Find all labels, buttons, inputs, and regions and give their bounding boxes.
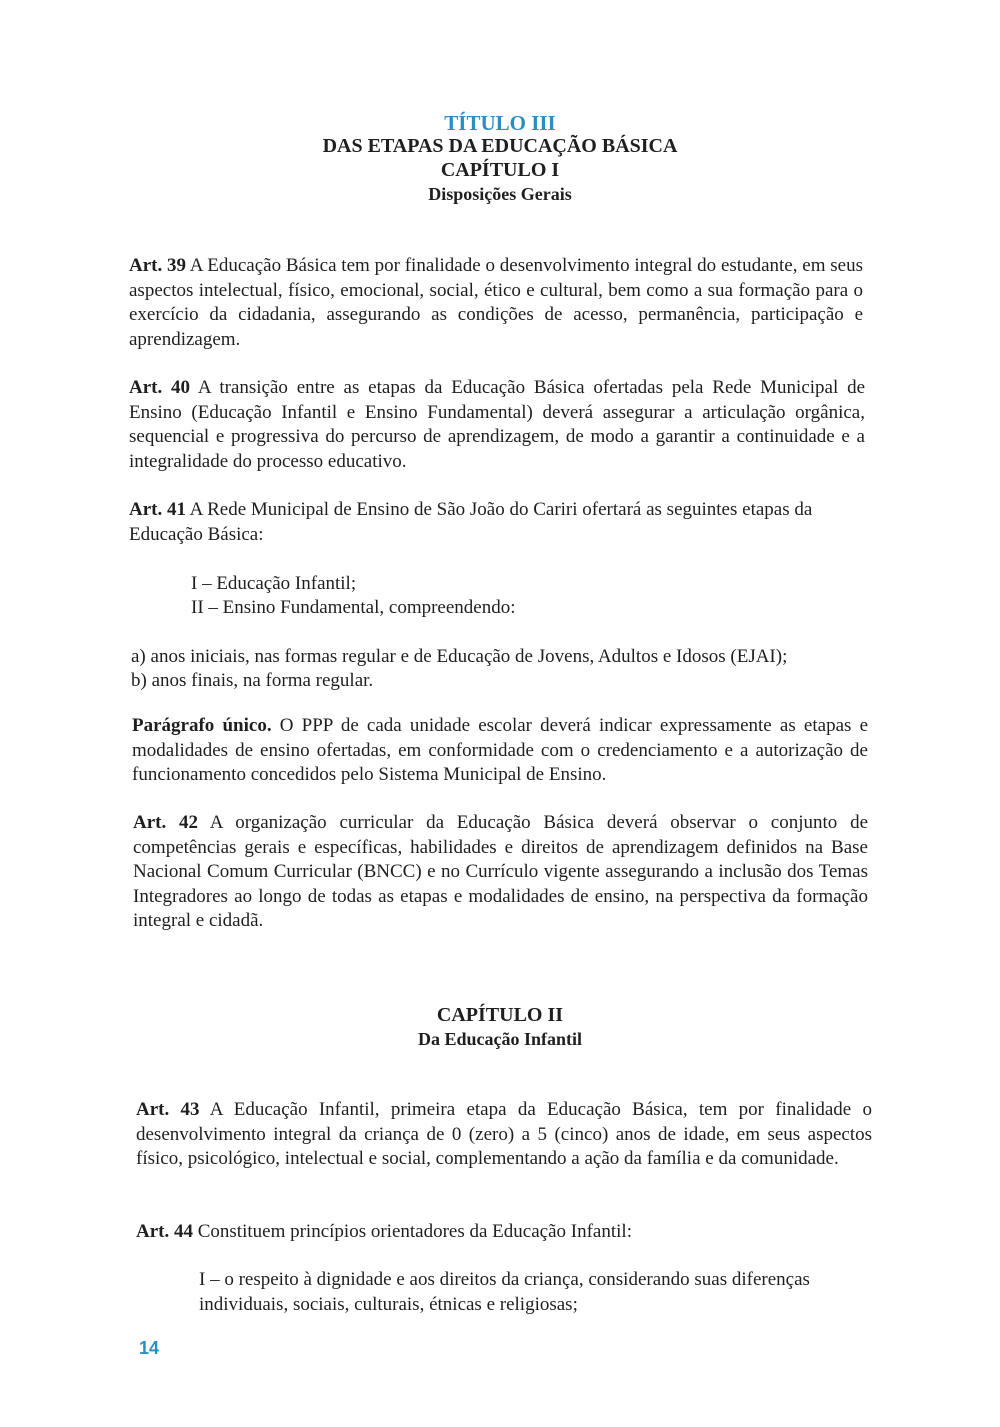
- page-number: 14: [139, 1338, 160, 1358]
- article-44: [136, 1220, 872, 1245]
- article-40-label: Art. 40: [129, 377, 191, 398]
- paragrafo-unico-text: O PPP de cada unidade escolar deverá indicar expressamente as etapas e modalidades de ensino ofertadas, em conformidade com o credenciamento e a autorização de funcionamento concedidos pelo Sistema Municipal de Ensino.: [132, 715, 868, 785]
- chapter-1-subtitle: Disposições Gerais: [428, 184, 572, 204]
- article-41-item-b: b) anos finais, na forma regular.: [131, 670, 374, 691]
- article-39-text: A Educação Básica tem por finalidade o desenvolvimento integral do estudante, em seus aspectos intelectual, físico, emocional, social, ético e cultural, bem como a sua formação para o exercício da cidadania, assegurando as condições de acesso, permanência, participação e aprendizagem.: [129, 255, 863, 350]
- title-heading: TÍTULO III: [444, 111, 556, 135]
- title-name-heading: DAS ETAPAS DA EDUCAÇÃO BÁSICA: [322, 135, 678, 157]
- article-42-text: A organização curricular da Educação Básica deverá observar o conjunto de competências gerais e específicas, habilidades e direitos de aprendizagem definidos na Base Nacional Comum Curricular (BNCC) e no Currículo vigente assegurando a inclusão dos Temas Integradores ao longo de todas as etapas e modalidades de ensino, na perspectiva da formação integral e cidadã.: [133, 812, 868, 931]
- chapter-2-subtitle: Da Educação Infantil: [417, 1029, 583, 1049]
- article-43: [136, 1098, 872, 1172]
- article-41-item-a: a) anos iniciais, nas formas regular e de Educação de Jovens, Adultos e Idosos (EJAI);: [131, 646, 788, 667]
- article-42: [133, 811, 868, 934]
- article-44-text: Constituem princípios orientadores da Educação Infantil:: [192, 1221, 632, 1242]
- article-39-label: Art. 39: [129, 255, 187, 276]
- article-40-text: A transição entre as etapas da Educação Básica ofertadas pela Rede Municipal de Ensino (Educação Infantil e Ensino Fundamental) deverá assegurar a articulação orgânica, sequencial e progressiva do percurso de aprendizagem, de modo a garantir a continuidade e a integralidade do processo educativo.: [129, 377, 866, 472]
- article-42-label: Art. 42: [133, 812, 199, 833]
- article-41-item-ii: II – Ensino Fundamental, compreendendo:: [191, 597, 516, 618]
- article-39: [129, 254, 863, 352]
- paragrafo-unico: [132, 714, 868, 788]
- article-43-label: Art. 43: [136, 1099, 200, 1120]
- article-41-label: Art. 41: [129, 499, 186, 520]
- paragrafo-unico-label: Parágrafo único.: [132, 715, 272, 736]
- article-44-item-i: I – o respeito à dignidade e aos direitos da criança, considerando suas diferenças individuais, sociais, culturais, étnicas e religiosas;: [199, 1269, 810, 1315]
- article-40: [129, 376, 865, 474]
- chapter-2-heading: CAPÍTULO II: [436, 1004, 564, 1026]
- article-41-text: A Rede Municipal de Ensino de São João do Cariri ofertará as seguintes etapas da Educação Básica:: [129, 499, 813, 545]
- article-43-text: A Educação Infantil, primeira etapa da Educação Básica, tem por finalidade o desenvolvimento integral da criança de 0 (zero) a 5 (cinco) anos de idade, em seus aspectos físico, psicológico, intelectual e social, complementando a ação da família e da comunidade.: [136, 1099, 872, 1169]
- chapter-1-heading: CAPÍTULO I: [440, 159, 560, 181]
- article-41-item-i: I – Educação Infantil;: [191, 573, 357, 594]
- article-41: [129, 498, 867, 547]
- article-44-label: Art. 44: [136, 1221, 193, 1242]
